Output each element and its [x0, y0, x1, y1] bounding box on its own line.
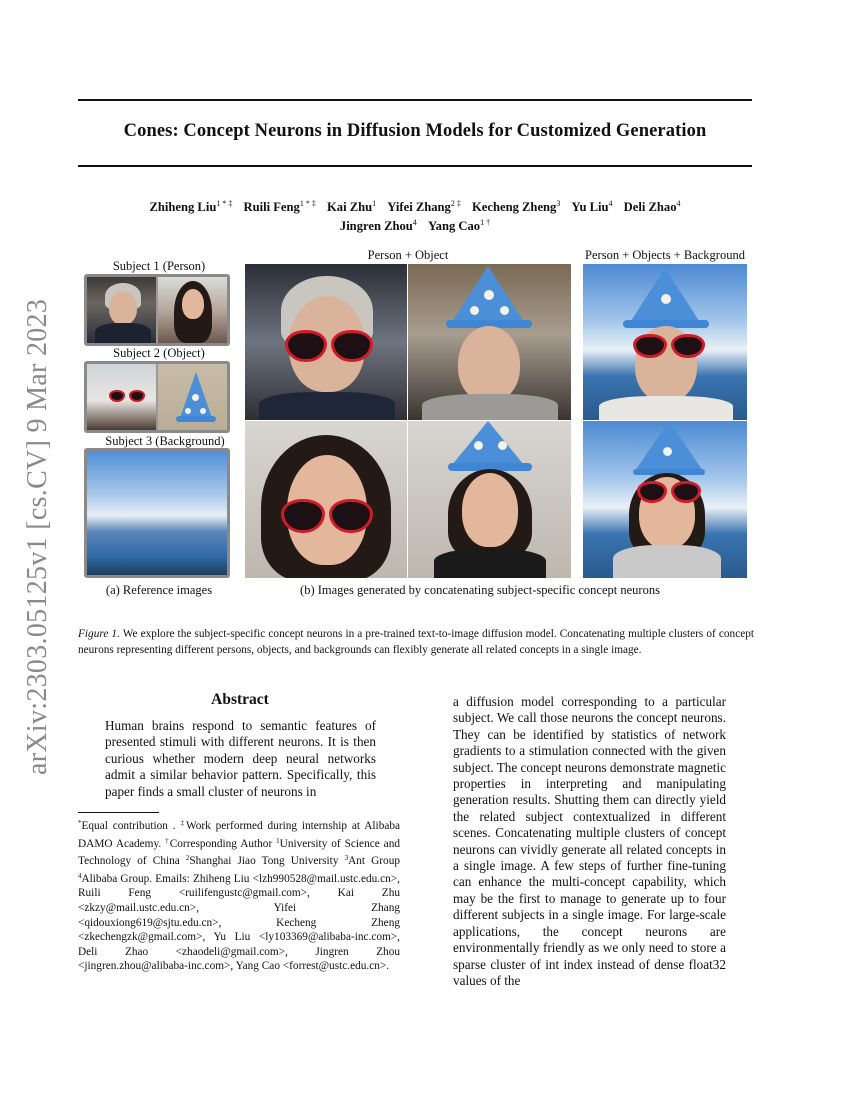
paper-title: Cones: Concept Neurons in Diffusion Models for Customized Generation	[123, 121, 707, 141]
hat-dot	[498, 441, 507, 450]
footnote-mark: 1	[276, 836, 280, 845]
sweater	[422, 394, 558, 420]
generated-image-man-party-hat	[408, 264, 571, 420]
sunglasses-icon	[637, 481, 701, 503]
hat-dot	[192, 394, 199, 401]
footnote-text: University of Science and Technology of China	[78, 837, 400, 868]
author	[149, 200, 232, 214]
author-name: Yu Liu	[571, 200, 609, 214]
footnote-text: Equal contribution .	[81, 820, 181, 832]
abstract-text-right-column: a diffusion model corresponding to a particular subject. We call those neurons the concept neurons. They can be identified by statistics of network gradients to a stimulation connected with the given subject. The concept neurons demonstrate magnetic properties in interpreting and manipulating generation results. Shutting them can directly yield the related subject contextualized in different scenes. Concatenating multiple clusters of concept neurons can vividly generate all related concepts in a single image. A few steps of further fine-tuning can enhance the multi-concept capability, which may be the first to manage to generate up to four different subjects in a single image. For large-scale applications, the concept neurons are environmentally friendly as we only need to store a sparse cluster of int index instead of dense float32 values of the	[453, 694, 726, 988]
figure-label: Figure 1.	[78, 628, 120, 640]
face	[462, 473, 518, 547]
footnote-text: Corresponding Author	[169, 837, 277, 850]
footnote-rule	[78, 812, 159, 813]
generated-image-man-hat-sunglasses-lake	[583, 264, 747, 420]
party-hat-icon	[635, 421, 703, 471]
abstract-text-left-column: Human brains respond to semantic features of presented stimuli with different neurons. It is then curious whether modern deep neural networks admit a similar behavior pattern. Specifically, this paper finds a small cluster of neurons in	[105, 718, 376, 799]
footnote-mark: ‡	[180, 819, 186, 827]
footnote-mark: 3	[344, 854, 349, 863]
column-header-person-objects-background: Person + Objects + Background	[585, 248, 745, 262]
hat-dot	[663, 447, 672, 456]
author	[340, 219, 417, 233]
subject-1-label: Subject 1 (Person)	[112, 259, 206, 273]
hat-dot	[500, 306, 509, 315]
footnote-mark: 2	[185, 854, 190, 863]
generated-image-woman-sunglasses	[245, 421, 407, 578]
column-header-person-object: Person + Object	[367, 248, 449, 262]
footnote-text: Alibaba Group. Emails: Zhiheng Liu <lzh990528@mail.ustc.edu.cn>, Ruili Feng <ruilifengustc@gmail.com>, Kai Zhu <zkzy@mail.ustc.edu.cn>, Yifei Zhang <qidouxiong619@sjtu.edu.cn>, Kecheng Zheng <zkechengzk@gmail.com>, Yu Liu <ly103369@alibaba-inc.com>, Deli Zhao <zhaodeli@gmail.com>, Jingren Zhou <jingren.zhou@alibaba-inc.com>, Yang Cao <forrest@ustc.edu.cn>.	[78, 872, 400, 973]
arxiv-identifier-stamp: arXiv:2303.05125v1 [cs.CV] 9 Mar 2023	[22, 298, 53, 775]
sunglasses-icon	[109, 390, 145, 402]
subject-3-images	[84, 448, 230, 578]
author-name: Kai Zhu	[326, 200, 373, 214]
affiliation-marks: 1 * ‡	[299, 199, 316, 208]
author	[428, 219, 490, 233]
suit	[259, 392, 395, 420]
author	[387, 200, 461, 214]
title-bottom-rule	[78, 165, 752, 167]
author	[472, 200, 560, 214]
subject-2-images	[84, 361, 230, 433]
affiliation-marks: 1 †	[480, 218, 491, 227]
hat-dot	[484, 290, 494, 300]
sunglasses-icon	[281, 499, 373, 533]
reference-image-sunglasses	[87, 364, 156, 430]
author	[327, 200, 376, 214]
author	[624, 200, 681, 214]
footnote-mark: 4	[78, 871, 82, 880]
affiliation-marks: 1 * ‡	[216, 199, 233, 208]
footnote-text: Work performed during internship at Alibaba DAMO Academy.	[78, 820, 401, 850]
affiliation-marks: 2 ‡	[450, 199, 461, 208]
reference-image-woman	[158, 277, 227, 343]
abstract-heading: Abstract	[211, 691, 269, 708]
sweater	[613, 545, 721, 578]
affiliation-marks: 1	[372, 199, 377, 208]
generated-image-woman-party-hat	[408, 421, 571, 578]
author-list	[78, 196, 752, 234]
title-top-rule	[78, 99, 752, 101]
affiliation-marks: 4	[608, 199, 613, 208]
author-name: Yifei Zhang	[387, 200, 451, 214]
author-name: Kecheng Zheng	[472, 200, 557, 214]
author	[572, 200, 613, 214]
generated-images-caption: (b) Images generated by concatenating subject-specific concept neurons	[300, 583, 660, 597]
reference-image-party-hat	[158, 364, 227, 430]
reference-image-man	[87, 277, 156, 343]
hat-brim	[176, 416, 216, 422]
subject-2-label: Subject 2 (Object)	[113, 346, 205, 360]
footnote	[78, 816, 400, 974]
affiliation-marks: 3	[556, 199, 561, 208]
reference-image-mountain-lake	[87, 451, 227, 575]
figure-caption	[78, 626, 754, 658]
face	[109, 291, 137, 325]
affiliation-marks: 4	[412, 218, 417, 227]
subject-1-images	[84, 274, 230, 346]
hat-dot	[474, 441, 483, 450]
hat-dot	[185, 408, 191, 414]
sunglasses-icon	[633, 334, 705, 358]
figure-caption-text: We explore the subject-specific concept neurons in a pre-trained text-to-image diffusion model. Concatenating multiple clusters of concept neurons representing different persons, objects, and backgrounds can flexibly generate all related concepts in a single image.	[78, 628, 755, 656]
footnote-mark: *	[78, 819, 82, 827]
affiliation-marks: 4	[676, 199, 681, 208]
hat-dot	[661, 294, 671, 304]
footnote-mark: †	[165, 836, 170, 845]
face	[458, 326, 520, 402]
footnote-text: Shanghai Jiao Tong University	[189, 855, 345, 868]
sunglasses-icon	[285, 330, 373, 362]
author-name: Yang Cao	[427, 219, 481, 233]
hat-dot	[200, 408, 206, 414]
reference-images-caption: (a) Reference images	[105, 583, 213, 597]
author-name: Zhiheng Liu	[149, 200, 217, 214]
face	[182, 289, 204, 319]
author-name: Jingren Zhou	[339, 219, 413, 233]
author-name: Deli Zhao	[623, 200, 677, 214]
author-name: Ruili Feng	[243, 200, 300, 214]
hat-dot	[470, 306, 479, 315]
party-hat-icon	[452, 421, 524, 465]
subject-3-label: Subject 3 (Background)	[105, 434, 225, 448]
footnote-text: Ant Group	[348, 855, 400, 868]
generated-image-woman-hat-sunglasses-lake	[583, 421, 747, 578]
shirt	[599, 396, 733, 420]
generated-image-man-sunglasses	[245, 264, 407, 420]
author	[244, 200, 316, 214]
top	[434, 549, 546, 578]
suit	[95, 323, 151, 343]
